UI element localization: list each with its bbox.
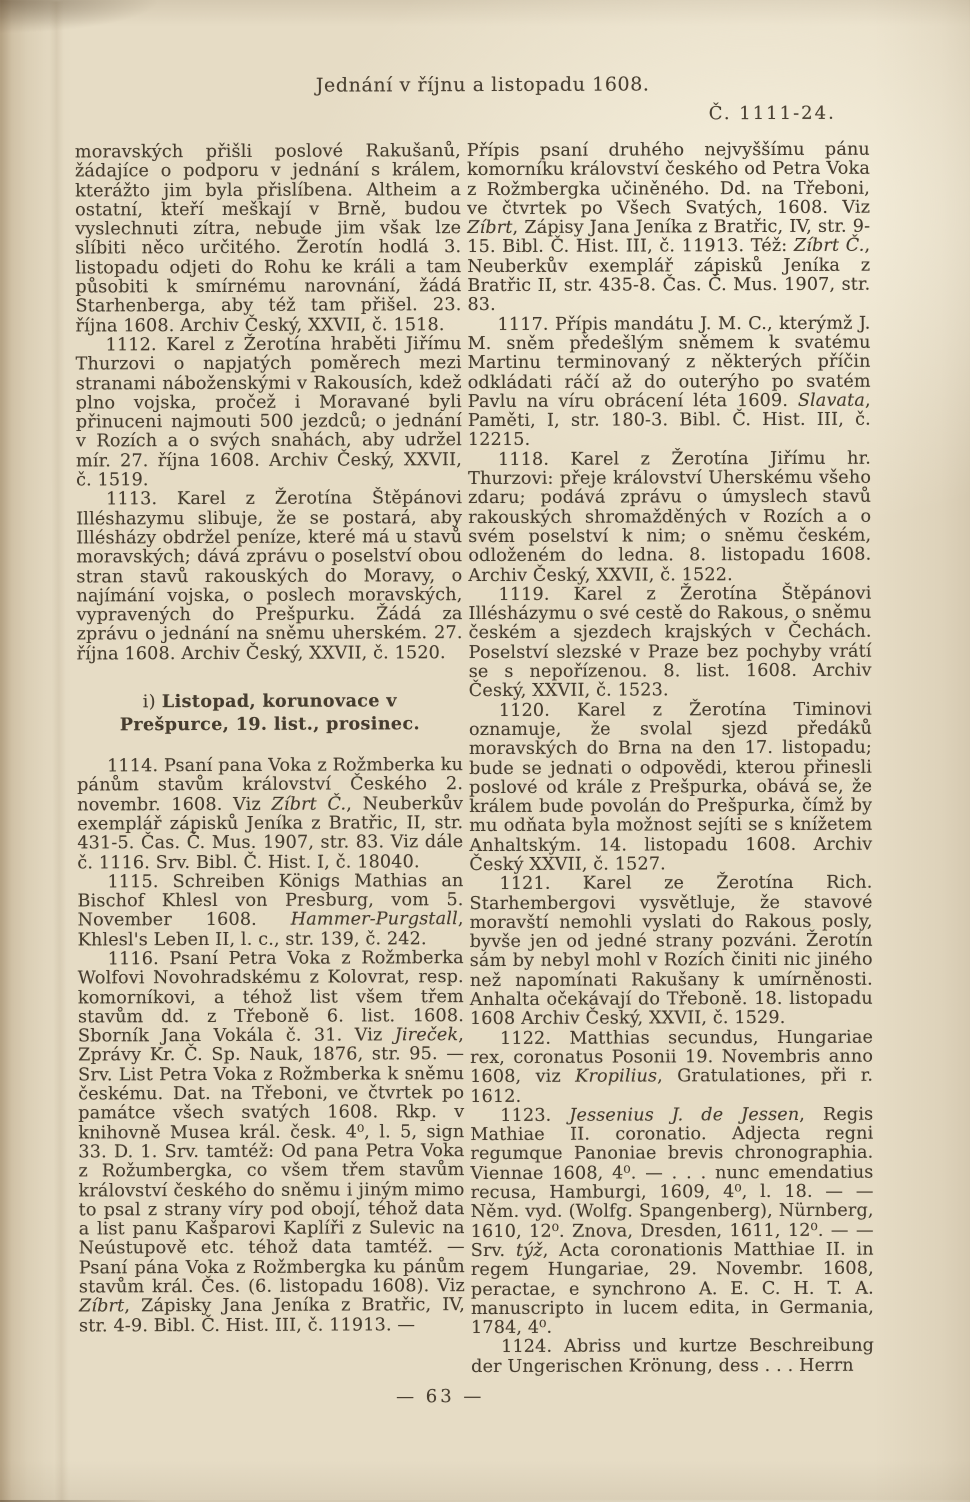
entry-text: 1119. Karel z Žerotína Štěpánovi Illésházymu o své cestě do Rakous, o sněmu českém a sjezdech krajských v Čechách. Poselství slezské v Praze bez pochyby vrátí se s nepořízenou. 8. list. 1608. Archiv Český, XXVII, č. 1523.	[468, 583, 872, 702]
entry-text: , Paměti, I, str. 180-3. Bibl. Č. Hist. III, č. 12215.	[467, 390, 871, 451]
cited-author-italic: týž	[515, 1240, 543, 1261]
cited-author-italic: Hammer-Purgstall	[290, 909, 458, 931]
cited-author-italic: Zíbrt Č.	[271, 794, 347, 815]
catalog-entry	[470, 1105, 874, 1338]
cited-author-italic: Zíbrt	[467, 218, 513, 239]
entry-text: , Gratulationes, při r. 1612.	[470, 1065, 874, 1107]
entry-text: , Zprávy Kr. Č. Sp. Nauk, 1876, str. 95. — Srv. List Petra Voka z Rožmberka k sněmu českému. Dat. na Třeboni, ve čtvrtek po památce všech svatých 1608. Rkp. v knihovně Musea král. česk. 4⁰, l. 5, sign 33. D. 1. Srv. tamtéž: Od pana Petra Voka z Rožumbergka, co všem třem stavům království českého do sněmu i jiným mimo to psal z strany víry pod obojí, téhož data a list panu Kašparovi Kaplíři z Sulevic na Neústupově etc. téhož data tamtéž. — Psaní pána Voka z Rožmbergka ku pánům stavům král. Čes. (6. listopadu 1608). Viz	[78, 1025, 465, 1298]
cited-author-italic: Jireček	[394, 1025, 459, 1046]
entry-text: 1120. Karel z Žerotína Timinovi oznamuje, že svolal sjezd předáků moravských do Brna na den 17. listopadu; bude se jednati o odpovědi, kterou přinesli poslové od krále z Prešpurka, obává se, že králem bude povolán do Prešpurka, čímž by mu odňata byla možnost sejíti se s knížetem Anhaltským. 14. listopadu 1608. Archiv Český XXVII, č. 1527.	[468, 699, 873, 876]
entry-text: , Neuberkův exemplář zápisků Jeníka z Bratřic, II, str. 431-5. Čas. Č. Mus. 1907, str. 83. Viz dále č. 1116. Srv. Bibl. Č. Hist. I, č. 18040.	[77, 793, 464, 873]
entry-text: , Neuberkův exemplář zápisků Jeníka z Bratřic II, str. 435-8. Čas. Č. Mus. 1907, str. 83.	[467, 236, 871, 316]
catalog-entry	[76, 489, 463, 664]
entry-text: , Khlesl's Leben II, l. c., str. 139, č. 242.	[77, 909, 464, 951]
cited-author-italic: Slavata	[797, 390, 866, 411]
entry-text: , Acta coronationis Matthiae II. in regem Hungariae, 29. Novembr. 1608, peractae, e synchrono A. E. C. H. T. A. manuscripto in lucem edita, in Germania, 1784, 4⁰.	[470, 1239, 874, 1339]
entry-text: 1124. Abriss und kurtze Beschreibung der Ungerischen Krönung, dess . . . Herrn	[471, 1336, 875, 1377]
catalog-entry	[76, 335, 463, 491]
entry-continuation	[75, 142, 462, 336]
catalog-entry	[468, 449, 871, 585]
entry-text: 1113. Karel z Žerotína Štěpánovi Illéshazymu slibuje, že se postará, aby Illésházy obdržel peníze, které má u stavů moravských; dává zprávu o poselství obou stran stavů rakouských do Moravy, o najímání vojska, o poslech moravských, vypravených do Prešpurku. Žádá za zprávu o jednání na sněmu uherském. 27. října 1608. Archiv Český, XXVII, č. 1520.	[76, 488, 463, 665]
right-column	[467, 141, 874, 1377]
catalog-entry	[469, 700, 873, 875]
catalog-entry	[469, 874, 873, 1030]
entry-text: , Zápisy Jana Jeníka z Bratřic, IV, str. 9-15. Bibl. Č. Hist. III, č. 11913. Též:	[467, 216, 871, 258]
section-heading-text: Listopad, korunovace v Prešpurce, 19. list., prosinec.	[119, 691, 421, 736]
section-heading-prefix: i)	[142, 692, 162, 713]
catalog-number-range: Č. 1111-24.	[708, 102, 836, 125]
entry-text: 1121. Karel ze Žerotína Rich. Starhembergovi vysvětluje, že stavové moravští nemohli vyslati do Rakous posly, byvše jen od jedné strany pozváni. Žerotín sám by nebyl mohl v Rozích činiti nic jiného než napomínati Rakušany k umírněnosti. Anhalta očekávají do Třeboně. 18. listopadu 1608 Archiv Český, XXVII, č. 1529.	[469, 872, 873, 1030]
entry-text: 1116. Psaní Petra Voka z Rožmberka Wolfovi Novohradskému z Kolovrat, resp. komorníkovi, a téhož list všem třem stavům dd. z Třeboně 6. list. 1608. Sborník Jana Vokála č. 31. Viz	[77, 948, 464, 1047]
entry-text: Přípis psaní druhého nejvyššímu pánu komorníku království českého od Petra Voka z Rožmbergka učiněného. Dd. na Třeboni, ve čtvrtek po Všech Svatých, 1608. Viz	[466, 139, 871, 219]
entry-text: , Zápisky Jana Jeníka z Bratřic, IV, str. 4-9. Bibl. Č. Hist. III, č. 11913. —	[78, 1295, 465, 1337]
entry-text: , Regis Mathiae II. coronatio. Adjecta regni regumque Panoniae brevis chronographia. Viennae 1608, 4⁰. — . . . nunc emendatius recusa, Hamburgi, 1609, 4⁰, l. 18. — — Něm. vyd. (Wolfg. Spangenberg), Nürnberg, 1610, 12⁰. Znova, Dresden, 1611, 12⁰. — — Srv.	[470, 1104, 874, 1261]
entry-text: 1118. Karel z Žerotína Jiřímu hr. Thurzovi: přeje království Uherskému všeho zdaru; podává zprávu o úmyslech stavů rakouských shromažděných v Rozích a o svém poselství k nim; o sněmu českém, odloženém do ledna. 8. listopadu 1608. Archiv Český, XXVII, č. 1522.	[468, 448, 872, 586]
catalog-entry	[470, 1028, 873, 1107]
entry-text: moravských přišli poslové Rakušanů, žádajíce o podporu v jednání s králem, kterážto jim byla přislíbena. Altheim a ostatní, kteří meškají v Brně, budou vyslechnuti zítra, nebude jim však lze slíbiti něco určitého. Žerotín hodlá 3. listopadu odjeti do Rohu ke králi a tam působiti k smírnému narovnání, žádá Starhenberga, aby též tam přišel. 23. října 1608. Archiv Český, XXVII, č. 1518.	[74, 141, 462, 337]
catalog-entry	[77, 756, 463, 873]
cited-author-italic: Zíbrt	[78, 1296, 125, 1317]
entry-text: 1114. Psaní pana Voka z Rožmberka ku pánům stavům království Českého 2. novembr. 1608. Viz	[77, 755, 464, 816]
page-gutter-crease	[49, 1, 68, 1501]
entry-text: 1122. Matthias secundus, Hungariae rex, coronatus Posonii 19. Novembris anno 1608, viz	[470, 1027, 874, 1088]
catalog-entry	[471, 1337, 874, 1377]
section-heading	[85, 690, 455, 737]
catalog-entry	[467, 314, 870, 450]
catalog-entry	[78, 949, 465, 1336]
page-number: — 63 —	[396, 1386, 485, 1408]
entry-text: 1123.	[500, 1105, 570, 1126]
page-title: Jednání v říjnu a listopadu 1608.	[315, 73, 650, 97]
cited-author-italic: Zíbrt Č.	[793, 236, 865, 257]
entry-continuation	[467, 141, 871, 316]
cited-author-italic: Kropilius	[575, 1066, 658, 1087]
entry-text: 1117. Přípis mandátu J. M. C., kterýmž J. M. sněm předešlým sněmem k svatému Martinu terminovaný z některých příčin odkládati ráčí až do outerýho po svatém Pavlu na víru obrácení léta 1609.	[467, 313, 871, 412]
cited-author-italic: Jessenius J. de Jessen	[569, 1104, 800, 1126]
left-column	[75, 142, 465, 1336]
catalog-entry	[77, 872, 463, 951]
entry-text: 1115. Schreiben Königs Mathias an Bischof Khlesl von Presburg, vom 5. November 1608.	[77, 870, 464, 931]
catalog-entry	[468, 584, 871, 701]
entry-text: 1112. Karel z Žerotína hraběti Jiřímu Thurzovi o napjatých poměrech mezi stranami náboženskými v Rakousích, kdež plno vojska, pročež i Moravané byli přinuceni najmouti 500 jezdců; o jednání v Rozích a o svých snahách, aby udržel mír. 27. října 1608. Archiv Český, XXVII, č. 1519.	[75, 334, 463, 491]
